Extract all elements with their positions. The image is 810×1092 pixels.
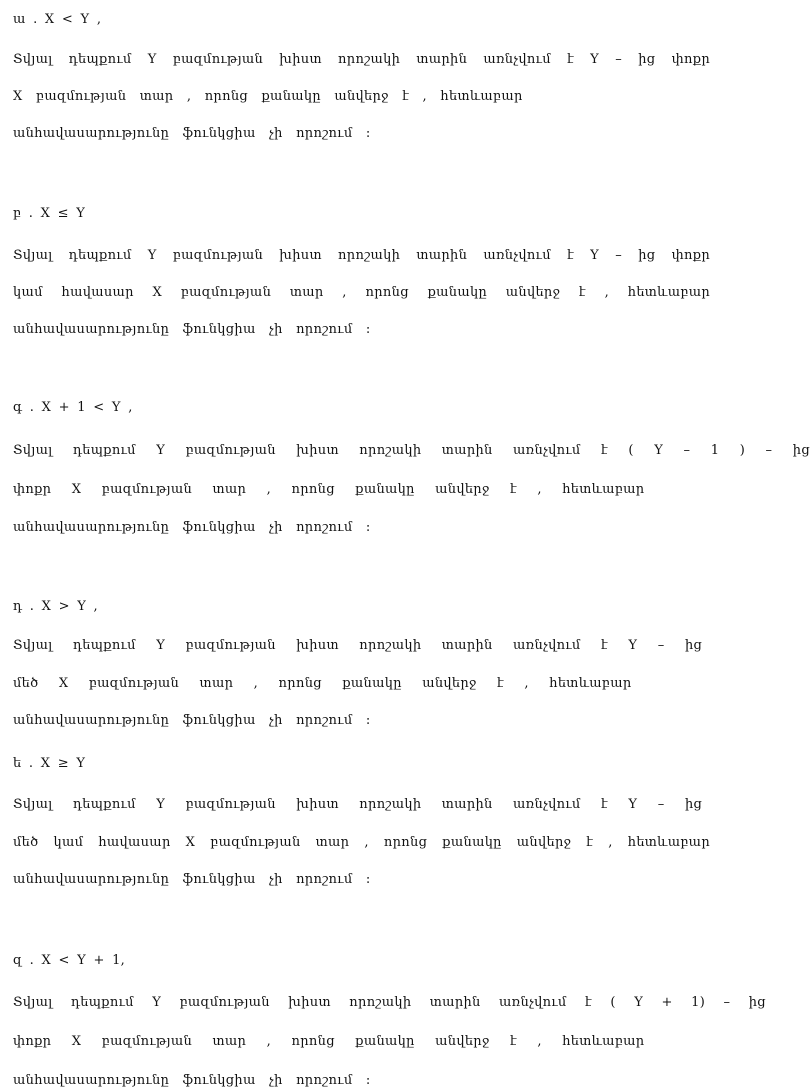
- section-f-heading: զ . X < Y + 1,: [13, 953, 126, 968]
- section-c-line-3: անհավասարությունը ֆունկցիա չի որոշում :: [13, 520, 371, 535]
- section-a-line-1: Տվյալ դեպքում Y բազմության խիստ որոշակի տարին առնչվում է Y – ից փոքր: [13, 52, 710, 67]
- section-a-line-2: X բազմության տար , որոնց քանակը անվերջ է , հետևաբար: [13, 89, 523, 104]
- section-e-heading: ե . X ≥ Y: [13, 756, 86, 771]
- section-e-line-3: անհավասարությունը ֆունկցիա չի որոշում :: [13, 872, 371, 887]
- section-c-line-1: Տվյալ դեպքում Y բազմության խիստ որոշակի տարին առնչվում է ( Y – 1 ) – ից: [13, 443, 810, 458]
- section-f-line-3: անհավասարությունը ֆունկցիա չի որոշում :: [13, 1073, 371, 1088]
- section-b-heading: բ . X ≤ Y: [13, 206, 86, 221]
- section-a-line-3: անհավասարությունը ֆունկցիա չի որոշում :: [13, 126, 371, 141]
- section-d-line-1: Տվյալ դեպքում Y բազմության խիստ որոշակի տարին առնչվում է Y – ից: [13, 638, 703, 653]
- section-c-heading: գ . X + 1 < Y ,: [13, 400, 133, 415]
- section-d-line-3: անհավասարությունը ֆունկցիա չի որոշում :: [13, 713, 371, 728]
- section-f-line-2: փոքր X բազմության տար , որոնց քանակը անվերջ է , հետևաբար: [13, 1034, 645, 1049]
- section-b-line-1: Տվյալ դեպքում Y բազմության խիստ որոշակի տարին առնչվում է Y – ից փոքր: [13, 248, 710, 263]
- section-d-line-2: մեծ X բազմության տար , որոնց քանակը անվերջ է , հետևաբար: [13, 676, 632, 691]
- section-e-line-1: Տվյալ դեպքում Y բազմության խիստ որոշակի տարին առնչվում է Y – ից: [13, 797, 703, 812]
- section-d-heading: դ . X > Y ,: [13, 599, 98, 614]
- section-e-line-2: մեծ կամ հավասար X բազմության տար , որոնց քանակը անվերջ է , հետևաբար: [13, 835, 710, 850]
- section-a-heading: ա . X < Y ,: [13, 12, 102, 27]
- section-c-line-2: փոքր X բազմության տար , որոնց քանակը անվերջ է , հետևաբար: [13, 482, 645, 497]
- section-b-line-3: անհավասարությունը ֆունկցիա չի որոշում :: [13, 322, 371, 337]
- section-f-line-1: Տվյալ դեպքում Y բազմության խիստ որոշակի տարին առնչվում է ( Y + 1) – ից: [13, 995, 766, 1010]
- section-b-line-2: կամ հավասար X բազմության տար , որոնց քանակը անվերջ է , հետևաբար: [13, 285, 710, 300]
